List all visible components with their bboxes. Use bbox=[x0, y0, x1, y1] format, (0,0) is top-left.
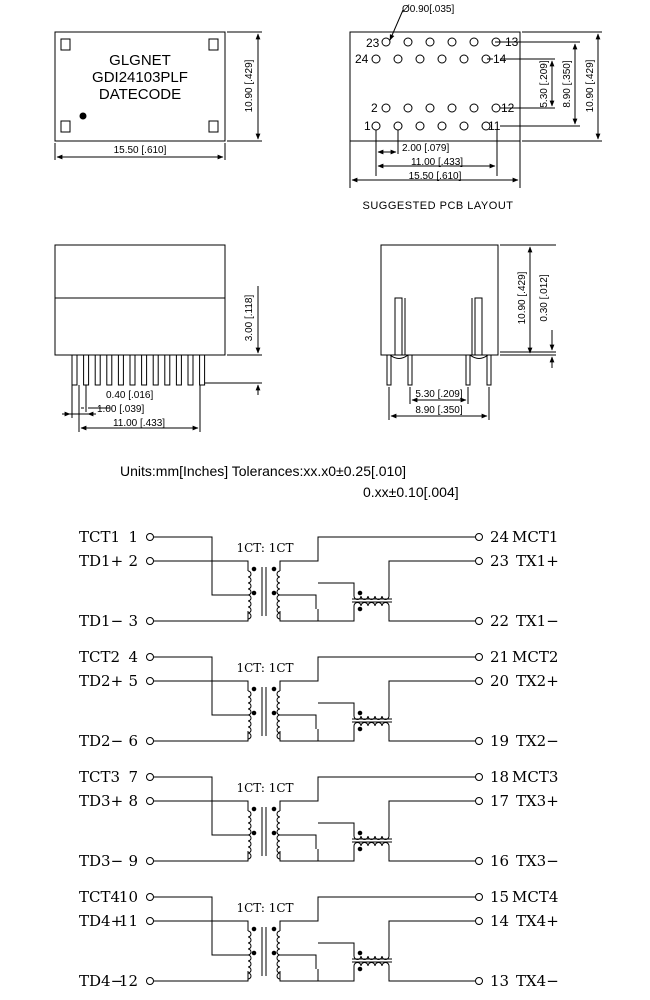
wire-ct bbox=[154, 657, 248, 715]
side-lead bbox=[72, 355, 77, 385]
wire-tn bbox=[389, 846, 475, 861]
pin-name-6: TD2− bbox=[79, 732, 124, 750]
pin-label-23: 23 bbox=[366, 36, 380, 50]
top-width-dim: 15.50 [.610] bbox=[113, 145, 167, 156]
pin-name-8: TD3+ bbox=[79, 792, 124, 810]
pcb-hole bbox=[382, 38, 390, 46]
side-lead bbox=[200, 355, 205, 385]
pin-name-23: TX1+ bbox=[516, 552, 559, 570]
terminal-left bbox=[147, 654, 154, 661]
polarity-dot bbox=[358, 711, 362, 715]
corner-mark bbox=[61, 39, 70, 50]
pin-number-1: 1 bbox=[128, 528, 138, 546]
pcb-hole bbox=[448, 104, 456, 112]
polarity-dot bbox=[358, 967, 362, 971]
terminal-right bbox=[476, 858, 483, 865]
wire-choke bbox=[318, 966, 354, 981]
pcb-span-dim: 11.00 [.433] bbox=[410, 157, 464, 168]
pin-number-14: 14 bbox=[490, 912, 510, 930]
pcb-hole bbox=[416, 55, 424, 63]
secondary-winding bbox=[277, 811, 280, 835]
pin-number-21: 21 bbox=[490, 648, 510, 666]
pcb-hole bbox=[394, 122, 402, 130]
pcb-hole bbox=[448, 38, 456, 46]
pcb-hole bbox=[372, 122, 380, 130]
wire-tp bbox=[389, 561, 475, 596]
pin-number-2: 2 bbox=[128, 552, 138, 570]
terminal-left bbox=[147, 774, 154, 781]
pin-number-7: 7 bbox=[128, 768, 138, 786]
side-lead bbox=[188, 355, 193, 385]
pin-name-19: TX2− bbox=[516, 732, 559, 750]
wire-secondary bbox=[280, 715, 316, 729]
pin-number-3: 3 bbox=[128, 612, 138, 630]
primary-winding bbox=[248, 811, 251, 835]
pin-number-24: 24 bbox=[490, 528, 510, 546]
polarity-dot bbox=[272, 687, 276, 691]
pin-pitch-dim: 1.00 [.039] bbox=[97, 404, 145, 415]
choke-winding bbox=[354, 963, 389, 967]
pin-number-11: 11 bbox=[118, 912, 138, 930]
wire-mct bbox=[280, 777, 475, 811]
wire-ct bbox=[154, 537, 248, 595]
pin-number-6: 6 bbox=[128, 732, 138, 750]
end-height-dim: 10.90 [.429] bbox=[517, 271, 528, 325]
pin-number-20: 20 bbox=[490, 672, 510, 690]
schematic-channel-4 bbox=[79, 888, 559, 990]
wire-secondary bbox=[280, 729, 318, 741]
corner-mark bbox=[61, 121, 70, 132]
pin-label-12: 12 bbox=[501, 101, 515, 115]
terminal-right bbox=[476, 618, 483, 625]
terminal-left bbox=[147, 558, 154, 565]
pin-name-20: TX2+ bbox=[516, 672, 559, 690]
wire-secondary bbox=[280, 849, 318, 861]
pin-number-5: 5 bbox=[128, 672, 138, 690]
pin-name-4: TCT2 bbox=[79, 648, 121, 666]
pcb-holes bbox=[372, 38, 500, 130]
pin-label-14: 14 bbox=[493, 52, 507, 66]
side-lead bbox=[107, 355, 112, 385]
side-view-body bbox=[55, 245, 225, 355]
schematic bbox=[79, 528, 559, 990]
wire-choke bbox=[318, 846, 354, 861]
terminal-left bbox=[147, 894, 154, 901]
pcb-hole bbox=[460, 55, 468, 63]
end-row-outer-dim: 8.90 [.350] bbox=[415, 405, 463, 416]
pcb-pitch-dim: 2.00 [.079] bbox=[402, 143, 450, 154]
polarity-dot bbox=[252, 687, 256, 691]
terminal-right bbox=[476, 558, 483, 565]
polarity-dot bbox=[272, 807, 276, 811]
pin-number-18: 18 bbox=[490, 768, 510, 786]
terminal-right bbox=[476, 738, 483, 745]
pcb-row-inner-dim: 5.30 [.209] bbox=[539, 60, 550, 108]
top-height-dim: 10.90 [.429] bbox=[244, 59, 255, 113]
pin-name-12: TD4− bbox=[79, 972, 124, 990]
pin-name-9: TD3− bbox=[79, 852, 124, 870]
schematic-channel-3 bbox=[79, 768, 559, 870]
wire-tp bbox=[389, 921, 475, 956]
terminal-right bbox=[476, 894, 483, 901]
pin-name-17: TX3+ bbox=[516, 792, 559, 810]
pcb-hole bbox=[460, 122, 468, 130]
side-view bbox=[55, 245, 262, 432]
pin-name-11: TD4+ bbox=[79, 912, 124, 930]
side-lead bbox=[142, 355, 147, 385]
notes bbox=[120, 463, 459, 500]
choke-winding bbox=[354, 603, 389, 606]
pcb-height-dim: 10.90 [.429] bbox=[585, 59, 596, 113]
pin-name-15: MCT4 bbox=[512, 888, 559, 906]
pin-number-9: 9 bbox=[128, 852, 138, 870]
side-lead bbox=[165, 355, 170, 385]
polarity-dot bbox=[358, 847, 362, 851]
terminal-right bbox=[476, 798, 483, 805]
schematic-channel-2 bbox=[79, 648, 559, 750]
wire-mct bbox=[280, 537, 475, 571]
wire-n bbox=[154, 611, 248, 621]
polarity-dot bbox=[358, 831, 362, 835]
polarity-dot bbox=[358, 591, 362, 595]
end-row-inner-dim: 5.30 [.209] bbox=[415, 389, 463, 400]
pin-number-15: 15 bbox=[490, 888, 510, 906]
wire-choke bbox=[318, 703, 354, 716]
terminal-left bbox=[147, 858, 154, 865]
pin-name-24: MCT1 bbox=[512, 528, 559, 546]
turns-ratio-label: 1CT: 1CT bbox=[236, 781, 294, 795]
pcb-hole bbox=[394, 55, 402, 63]
pcb-hole bbox=[438, 122, 446, 130]
pin-name-16: TX3− bbox=[516, 852, 559, 870]
pcb-hole bbox=[470, 104, 478, 112]
top-view-text bbox=[92, 52, 255, 156]
wire-ct bbox=[154, 897, 248, 955]
units-note: Units:mm[Inches] Tolerances:xx.x0±0.25[.010] bbox=[120, 463, 407, 479]
primary-winding bbox=[248, 691, 251, 715]
choke-winding bbox=[354, 723, 389, 727]
wire-mct bbox=[280, 897, 475, 931]
polarity-dot bbox=[252, 831, 256, 835]
wire-choke bbox=[318, 606, 354, 621]
terminal-right bbox=[476, 678, 483, 685]
wire-tp bbox=[389, 801, 475, 836]
pin1-dot bbox=[80, 113, 86, 119]
polarity-dot bbox=[272, 927, 276, 931]
wire-n bbox=[154, 971, 248, 981]
wire-p bbox=[154, 921, 248, 931]
pcb-width-dim: 15.50 [.610] bbox=[408, 171, 462, 182]
wire-choke bbox=[318, 583, 354, 596]
hole-diameter-label: Ø0.90[.035] bbox=[402, 4, 455, 15]
terminal-left bbox=[147, 978, 154, 985]
wire-secondary bbox=[280, 969, 318, 981]
pin-label-11: 11 bbox=[488, 119, 501, 133]
primary-winding bbox=[248, 931, 251, 955]
part-brand: GLGNET bbox=[109, 52, 171, 69]
wire-p bbox=[154, 681, 248, 691]
turns-ratio-label: 1CT: 1CT bbox=[236, 541, 294, 555]
pin-name-13: TX4− bbox=[516, 972, 559, 990]
pcb-layout-title: SUGGESTED PCB LAYOUT bbox=[362, 200, 514, 212]
pin-name-18: MCT3 bbox=[512, 768, 559, 786]
pcb-hole bbox=[492, 104, 500, 112]
polarity-dot bbox=[272, 591, 276, 595]
end-view bbox=[381, 245, 556, 420]
side-lead bbox=[118, 355, 123, 385]
pcb-hole bbox=[416, 122, 424, 130]
choke-winding bbox=[354, 843, 389, 847]
pin-name-10: TCT4 bbox=[79, 888, 121, 906]
pin-name-3: TD1− bbox=[79, 612, 124, 630]
terminal-left bbox=[147, 798, 154, 805]
wire-secondary bbox=[280, 595, 316, 609]
pcb-hole bbox=[382, 104, 390, 112]
wire-n bbox=[154, 731, 248, 741]
wire-tn bbox=[389, 966, 475, 981]
pin-label-24: 24 bbox=[355, 52, 369, 66]
turns-ratio-label: 1CT: 1CT bbox=[236, 661, 294, 675]
pin-name-2: TD1+ bbox=[79, 552, 124, 570]
primary-winding bbox=[248, 571, 251, 595]
wire-tn bbox=[389, 606, 475, 621]
side-lead bbox=[95, 355, 100, 385]
polarity-dot bbox=[252, 567, 256, 571]
side-leads bbox=[72, 355, 205, 385]
pcb-hole bbox=[372, 55, 380, 63]
pin-label-1: 1 bbox=[364, 119, 371, 133]
pcb-layout-text bbox=[355, 4, 596, 212]
terminal-right bbox=[476, 918, 483, 925]
pcb-hole bbox=[404, 38, 412, 46]
pin-label-13: 13 bbox=[505, 35, 519, 49]
pcb-hole bbox=[404, 104, 412, 112]
pin-number-12: 12 bbox=[118, 972, 138, 990]
part-number: GDI24103PLF bbox=[92, 69, 188, 86]
pin-number-22: 22 bbox=[490, 612, 510, 630]
terminal-left bbox=[147, 678, 154, 685]
terminal-left bbox=[147, 618, 154, 625]
part-datecode: DATECODE bbox=[98, 86, 182, 103]
terminal-right bbox=[476, 654, 483, 661]
polarity-dot bbox=[252, 951, 256, 955]
polarity-dot bbox=[272, 567, 276, 571]
polarity-dot bbox=[252, 591, 256, 595]
polarity-dot bbox=[252, 807, 256, 811]
polarity-dot bbox=[252, 711, 256, 715]
polarity-dot bbox=[358, 727, 362, 731]
side-lead bbox=[130, 355, 135, 385]
terminal-right bbox=[476, 978, 483, 985]
wire-choke bbox=[318, 943, 354, 956]
pcb-hole bbox=[426, 38, 434, 46]
wire-tp bbox=[389, 681, 475, 716]
pin-number-19: 19 bbox=[490, 732, 510, 750]
pin-number-16: 16 bbox=[490, 852, 510, 870]
side-lead bbox=[84, 355, 89, 385]
pin-number-10: 10 bbox=[118, 888, 138, 906]
polarity-dot bbox=[272, 711, 276, 715]
pin-number-23: 23 bbox=[490, 552, 510, 570]
lead-width-dim: 0.40 [.016] bbox=[106, 390, 154, 401]
wire-secondary bbox=[280, 835, 316, 849]
pin-number-13: 13 bbox=[490, 972, 510, 990]
wire-n bbox=[154, 851, 248, 861]
turns-ratio-label: 1CT: 1CT bbox=[236, 901, 294, 915]
pin-name-22: TX1− bbox=[516, 612, 559, 630]
pin-span-dim: 11.00 [.433] bbox=[112, 418, 166, 429]
corner-mark bbox=[209, 39, 218, 50]
wire-p bbox=[154, 561, 248, 571]
wire-mct bbox=[280, 657, 475, 691]
secondary-winding bbox=[277, 931, 280, 955]
side-lead bbox=[153, 355, 158, 385]
end-standoff-dim: 0.30 [.012] bbox=[539, 274, 550, 322]
pin-label-2: 2 bbox=[371, 101, 378, 115]
polarity-dot bbox=[272, 831, 276, 835]
wire-secondary bbox=[280, 609, 318, 621]
polarity-dot bbox=[358, 951, 362, 955]
terminal-left bbox=[147, 534, 154, 541]
terminal-right bbox=[476, 534, 483, 541]
wire-tn bbox=[389, 726, 475, 741]
pcb-hole bbox=[426, 104, 434, 112]
tolerance-note: 0.xx±0.10[.004] bbox=[363, 484, 459, 500]
pin-number-4: 4 bbox=[128, 648, 138, 666]
wire-choke bbox=[318, 726, 354, 741]
pin-name-21: MCT2 bbox=[512, 648, 559, 666]
schematic-channel-1 bbox=[79, 528, 559, 630]
secondary-winding bbox=[277, 691, 280, 715]
wire-choke bbox=[318, 823, 354, 836]
polarity-dot bbox=[272, 951, 276, 955]
terminal-right bbox=[476, 774, 483, 781]
pin-number-8: 8 bbox=[128, 792, 138, 810]
wire-p bbox=[154, 801, 248, 811]
end-view-body bbox=[381, 245, 498, 355]
pcb-row-outer-dim: 8.90 [.350] bbox=[562, 60, 573, 108]
pin-name-5: TD2+ bbox=[79, 672, 124, 690]
polarity-dot bbox=[252, 927, 256, 931]
pin-name-1: TCT1 bbox=[79, 528, 121, 546]
pin-name-7: TCT3 bbox=[79, 768, 121, 786]
side-lead bbox=[176, 355, 181, 385]
wire-secondary bbox=[280, 955, 316, 969]
pcb-hole bbox=[438, 55, 446, 63]
secondary-winding bbox=[277, 571, 280, 595]
wire-ct bbox=[154, 777, 248, 835]
pcb-hole bbox=[470, 38, 478, 46]
corner-mark bbox=[209, 121, 218, 132]
terminal-left bbox=[147, 738, 154, 745]
pin-number-17: 17 bbox=[490, 792, 510, 810]
polarity-dot bbox=[358, 607, 362, 611]
pin-name-14: TX4+ bbox=[516, 912, 559, 930]
lead-length-dim: 3.00 [.118] bbox=[244, 294, 255, 342]
terminal-left bbox=[147, 918, 154, 925]
